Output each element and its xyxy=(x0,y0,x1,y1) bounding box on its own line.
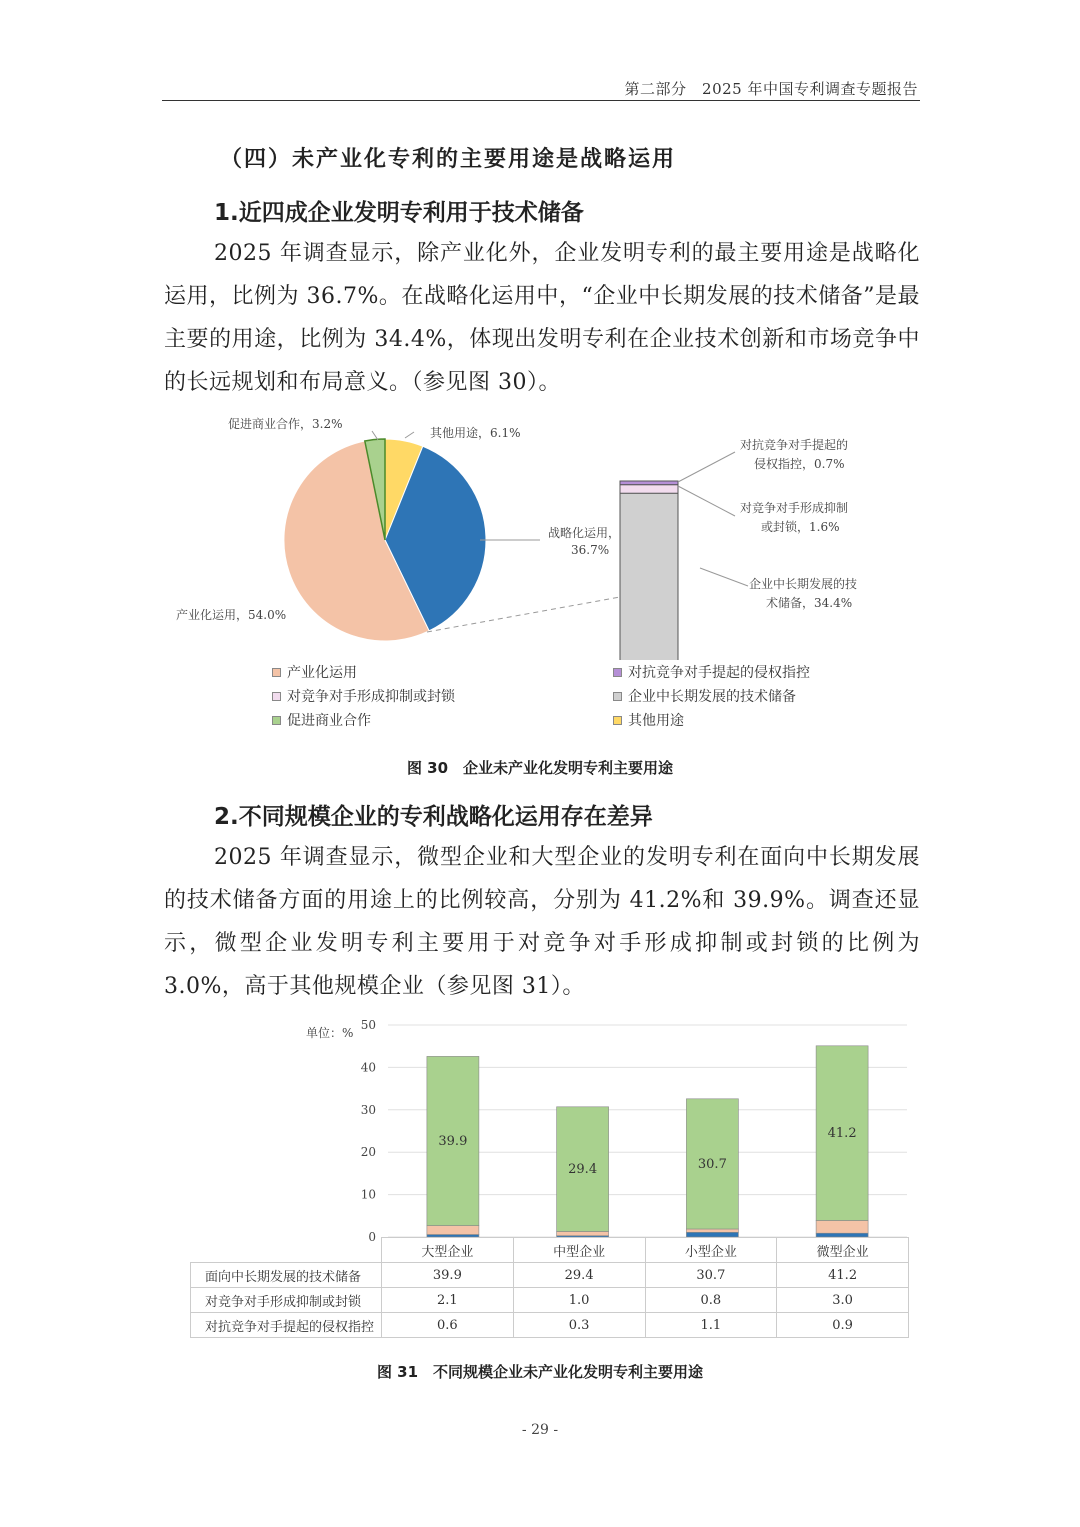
leader-promote xyxy=(372,431,378,440)
cell: 1.1 xyxy=(645,1313,777,1338)
cell: 39.9 xyxy=(382,1263,514,1288)
unit-label: 单位：% xyxy=(306,1026,354,1040)
figure-30-caption: 图 30 企业未产业化发明专利主要用途 xyxy=(406,759,674,777)
bar-data-label: 30.7 xyxy=(697,1156,727,1172)
cell: 3.0 xyxy=(777,1288,909,1313)
label-infringement-2: 侵权指控，0.7% xyxy=(754,457,845,471)
table-header-row xyxy=(191,1238,909,1263)
cell: 1.0 xyxy=(513,1288,645,1313)
cell: 0.8 xyxy=(645,1288,777,1313)
legend-label: 产业化运用 xyxy=(287,665,357,681)
label-promote: 促进商业合作，3.2% xyxy=(228,417,343,431)
legend-infringement xyxy=(613,662,810,682)
legend-reserve xyxy=(613,686,796,706)
legend-other xyxy=(613,710,684,730)
category-label: 大型企业 xyxy=(382,1238,514,1263)
cell: 41.2 xyxy=(777,1263,909,1288)
y-tick-label: 10 xyxy=(360,1187,376,1202)
cell: 0.3 xyxy=(513,1313,645,1338)
table-row xyxy=(191,1313,909,1338)
bar-data-label: 41.2 xyxy=(827,1126,857,1142)
label-blocking-1: 对竞争对手形成抑制 xyxy=(740,501,849,515)
legend-label: 企业中长期发展的技术储备 xyxy=(628,689,796,705)
category-label: 小型企业 xyxy=(645,1238,777,1263)
y-axis-ticks xyxy=(361,1018,376,1244)
y-tick-label: 20 xyxy=(360,1145,376,1160)
paragraph-1: 2025 年调查显示，除产业化外，企业发明专利的最主要用途是战略化运用，比例为 36.7%。在战略化运用中，“企业中长期发展的技术储备”是最主要的用途，比例为 34.4%，体现出发明专利在企业技术创新和市场竞争中的长远规划和布局意义。（参见图 30）。 xyxy=(164,241,920,395)
legend-swatch xyxy=(613,692,622,701)
breakdown-segment-对抗竞争对手提起的侵权指控 xyxy=(620,481,678,485)
leader-blocking xyxy=(678,486,735,516)
subsection-heading-1: 1.近四成企业发明专利用于技术储备 xyxy=(214,200,584,226)
label-industrial: 产业化运用，54.0% xyxy=(176,608,287,622)
leader-reserve xyxy=(700,568,748,586)
label-other: 其他用途，6.1% xyxy=(430,426,521,440)
label-strategic-1: 战略化运用， xyxy=(548,526,621,540)
legend-promote xyxy=(272,710,371,730)
table-row xyxy=(191,1263,909,1288)
cell: 29.4 xyxy=(513,1263,645,1288)
label-reserve-1: 企业中长期发展的技 xyxy=(749,577,858,591)
legend-label: 对抗竞争对手提起的侵权指控 xyxy=(628,665,810,681)
section-title: （四）未产业化专利的主要用途是战略运用 xyxy=(220,147,677,172)
legend-industrial xyxy=(272,662,357,682)
bar-data-label: 29.4 xyxy=(568,1162,598,1178)
bar-segment-对竞争对手形成抑制或封锁 xyxy=(427,1226,479,1235)
legend-swatch xyxy=(272,716,281,725)
table-row xyxy=(191,1288,909,1313)
row-header: 面向中长期发展的技术储备 xyxy=(191,1263,382,1288)
legend-label: 对竞争对手形成抑制或封锁 xyxy=(287,689,455,705)
y-tick-label: 0 xyxy=(368,1230,376,1244)
cell: 2.1 xyxy=(382,1288,514,1313)
bar-data-label: 39.9 xyxy=(438,1133,468,1149)
figure-31-chart xyxy=(340,1015,920,1255)
y-tick-label: 30 xyxy=(360,1102,376,1117)
data-table xyxy=(190,1237,909,1338)
page-number: - 29 - xyxy=(521,1422,559,1438)
legend-swatch xyxy=(272,668,281,677)
legend-swatch xyxy=(613,668,622,677)
label-blocking-2: 或封锁，1.6% xyxy=(761,520,840,534)
figure-31-caption: 图 31 不同规模企业未产业化发明专利主要用途 xyxy=(376,1363,704,1381)
y-tick-label: 40 xyxy=(360,1060,376,1075)
legend-label: 其他用途 xyxy=(628,713,684,729)
cell: 0.9 xyxy=(777,1313,909,1338)
bar-segment-对竞争对手形成抑制或封锁 xyxy=(686,1229,738,1232)
legend-blocking xyxy=(272,686,455,706)
pie-chart xyxy=(284,439,486,641)
category-label: 中型企业 xyxy=(513,1238,645,1263)
leader-infringement xyxy=(678,452,735,482)
label-strategic-2: 36.7% xyxy=(571,543,610,557)
stacked-bars xyxy=(427,1046,868,1237)
table-corner xyxy=(191,1238,382,1263)
bar-segment-对竞争对手形成抑制或封锁 xyxy=(816,1221,868,1234)
breakdown-segment-对竞争对手形成抑制或封锁 xyxy=(620,485,678,494)
row-header: 对抗竞争对手提起的侵权指控 xyxy=(191,1313,382,1338)
subsection-heading-2: 2.不同规模企业的专利战略化运用存在差异 xyxy=(214,804,653,830)
running-header: 第二部分 2025 年中国专利调查专题报告 xyxy=(624,80,918,98)
breakdown-segment-企业中长期发展的技术储备 xyxy=(620,493,678,660)
figure-30-chart xyxy=(0,400,1080,660)
label-infringement-1: 对抗竞争对手提起的 xyxy=(740,438,849,452)
header-rule xyxy=(162,100,920,101)
y-tick-label: 50 xyxy=(360,1018,376,1032)
paragraph-2: 2025 年调查显示，微型企业和大型企业的发明专利在面向中长期发展的技术储备方面的用途上的比例较高，分别为 41.2%和 39.9%。调查还显示，微型企业发明专利主要用于对竞争对手形成抑制或封锁的比例为 3.0%，高于其他规模企业（参见图 31）。 xyxy=(164,845,920,999)
category-label: 微型企业 xyxy=(777,1238,909,1263)
leader-other xyxy=(405,432,414,438)
label-reserve-2: 术储备，34.4% xyxy=(766,596,853,610)
legend-swatch xyxy=(272,692,281,701)
cell: 30.7 xyxy=(645,1263,777,1288)
legend-swatch xyxy=(613,716,622,725)
bar-segment-对竞争对手形成抑制或封锁 xyxy=(557,1232,609,1236)
cell: 0.6 xyxy=(382,1313,514,1338)
breakdown-column xyxy=(620,481,678,660)
legend-label: 促进商业合作 xyxy=(287,713,371,729)
row-header: 对竞争对手形成抑制或封锁 xyxy=(191,1288,382,1313)
